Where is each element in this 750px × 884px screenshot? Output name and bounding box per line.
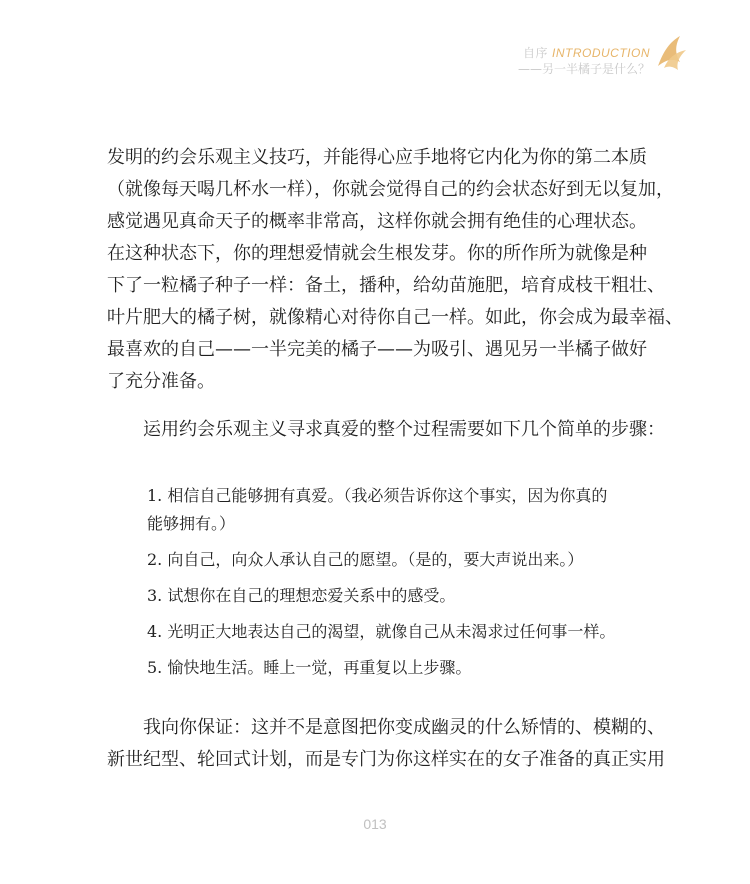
leaf-swirl-icon xyxy=(650,32,690,72)
paragraph-line: 感觉遇见真命天子的概率非常高，这样你就会拥有绝佳的心理状态。 xyxy=(107,211,647,232)
header-label-en: INTRODUCTION xyxy=(552,46,650,60)
step-item-continuation: 能够拥有。） xyxy=(147,514,236,533)
paragraph-line: 最喜欢的自己——一半完美的橘子——为吸引、遇见另一半橘子做好 xyxy=(107,339,647,360)
paragraph-line: 在这种状态下，你的理想爱情就会生根发芽。你的所作所为就像是种 xyxy=(107,243,647,264)
paragraph-line: 叶片肥大的橘子树，就像精心对待你自己一样。如此，你会成为最幸福、 xyxy=(107,307,683,328)
step-item: 1. 相信自己能够拥有真爱。（我必须告诉你这个事实，因为你真的 xyxy=(147,486,608,505)
step-item: 5. 愉快地生活。睡上一觉，再重复以上步骤。 xyxy=(147,658,472,677)
paragraph-line: 新世纪型、轮回式计划，而是专门为你这样实在的女子准备的真正实用 xyxy=(107,749,665,770)
page-header xyxy=(450,32,690,92)
step-item: 4. 光明正大地表达自己的渴望，就像自己从未渴求过任何事一样。 xyxy=(147,622,616,641)
header-label-cn: 自序 xyxy=(522,46,548,60)
page-number: 013 xyxy=(363,816,387,832)
header-subtitle: ——另一半橘子是什么？ xyxy=(517,62,650,76)
step-item: 2. 向自己，向众人承认自己的愿望。（是的，要大声说出来。） xyxy=(147,550,584,569)
paragraph-line: 下了一粒橘子种子一样：备土，播种，给幼苗施肥，培育成枝干粗壮、 xyxy=(107,275,665,296)
paragraph-line: （就像每天喝几杯水一样），你就会觉得自己的约会状态好到无以复加， xyxy=(107,179,674,200)
step-item: 3. 试想你在自己的理想恋爱关系中的感受。 xyxy=(147,586,456,605)
steps-list xyxy=(147,482,667,682)
paragraph-1 xyxy=(107,142,683,398)
paragraph-line: 发明的约会乐观主义技巧，并能得心应手地将它内化为你的第二本质 xyxy=(107,147,647,168)
paragraph-line: 我向你保证：这并不是意图把你变成幽灵的什么矫情的、模糊的、 xyxy=(143,717,665,738)
header-title xyxy=(523,44,650,61)
paragraph-2: 运用约会乐观主义寻求真爱的整个过程需要如下几个简单的步骤： xyxy=(143,419,665,440)
paragraph-3 xyxy=(107,712,667,776)
paragraph-line: 了充分准备。 xyxy=(107,371,215,392)
